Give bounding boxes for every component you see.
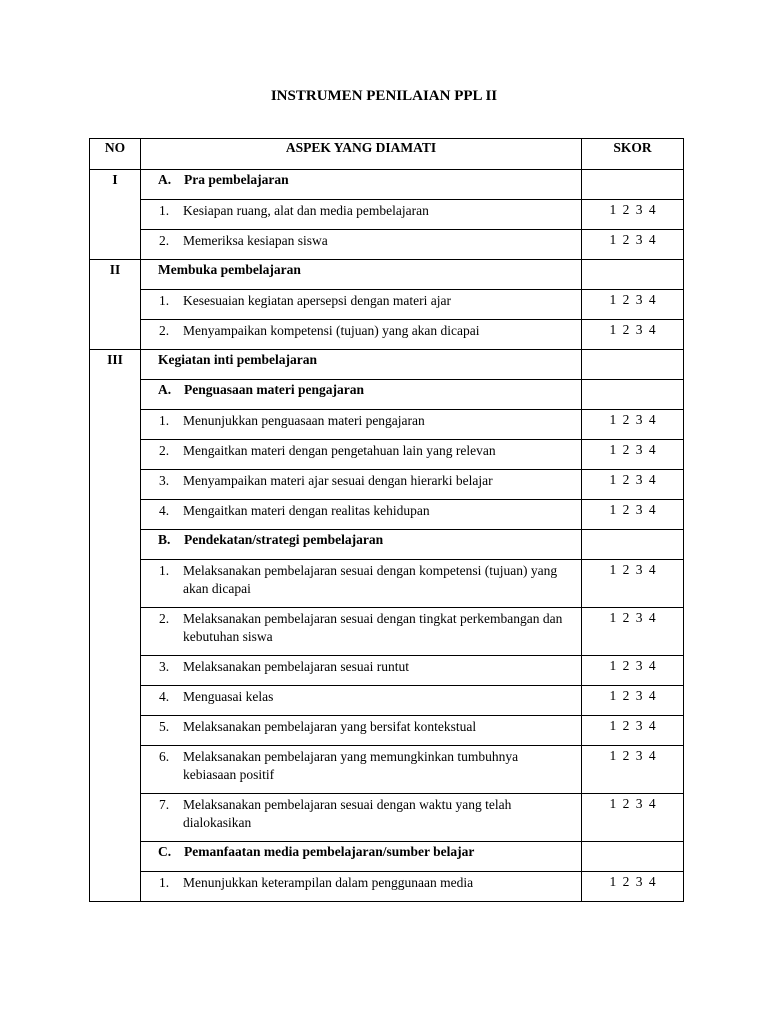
item-text: Melaksanakan pembelajaran sesuai runtut — [183, 659, 410, 674]
aspect-item — [141, 608, 582, 656]
aspect-item-content — [141, 290, 581, 310]
table-row — [90, 656, 684, 686]
heading-text: Membuka pembelajaran — [158, 262, 301, 277]
heading-text: Pemanfaatan media pembelajaran/sumber belajar — [184, 844, 475, 859]
item-number: 2. — [159, 611, 170, 626]
aspect-item — [141, 746, 582, 794]
aspect-item — [141, 230, 582, 260]
heading-letter: C. — [158, 844, 172, 859]
score-options: 1 2 3 4 — [582, 560, 684, 608]
score-options: 1 2 3 4 — [582, 320, 684, 350]
aspect-item-content — [141, 872, 581, 892]
subsection-heading — [141, 530, 582, 560]
aspect-item — [141, 410, 582, 440]
score-empty — [582, 530, 684, 560]
aspect-item-content — [141, 560, 581, 598]
aspect-item-content — [141, 686, 581, 706]
table-row — [90, 530, 684, 560]
score-empty — [582, 170, 684, 200]
section-heading — [141, 260, 582, 290]
item-text: Menyampaikan materi ajar sesuai dengan hierarki belajar — [183, 473, 493, 488]
score-options: 1 2 3 4 — [582, 290, 684, 320]
score-empty — [582, 380, 684, 410]
item-text: Melaksanakan pembelajaran sesuai dengan waktu yang telah dialokasikan — [183, 797, 512, 830]
section-heading — [141, 350, 582, 380]
aspect-item-content — [141, 410, 581, 430]
aspect-item — [141, 470, 582, 500]
item-text: Kesiapan ruang, alat dan media pembelajaran — [183, 203, 429, 218]
item-text: Menunjukkan keterampilan dalam penggunaan media — [183, 875, 474, 890]
score-empty — [582, 350, 684, 380]
table-row — [90, 794, 684, 842]
table-row — [90, 200, 684, 230]
table-row — [90, 500, 684, 530]
score-options: 1 2 3 4 — [582, 500, 684, 530]
item-text: Melaksanakan pembelajaran sesuai dengan tingkat perkembangan dan kebutuhan siswa — [183, 611, 563, 644]
table-row — [90, 608, 684, 656]
score-options: 1 2 3 4 — [582, 230, 684, 260]
aspect-item — [141, 716, 582, 746]
aspect-item-content — [141, 470, 581, 490]
item-number: 1. — [159, 203, 170, 218]
table-row — [90, 410, 684, 440]
table-row — [90, 686, 684, 716]
score-options: 1 2 3 4 — [582, 608, 684, 656]
item-text: Mengaitkan materi dengan pengetahuan lain yang relevan — [183, 443, 496, 458]
item-number: 1. — [159, 293, 170, 308]
aspect-item — [141, 500, 582, 530]
item-number: 5. — [159, 719, 170, 734]
score-options: 1 2 3 4 — [582, 470, 684, 500]
table-body — [90, 170, 684, 902]
section-number: III — [90, 350, 141, 902]
item-text: Kesesuaian kegiatan apersepsi dengan materi ajar — [183, 293, 452, 308]
heading-text: Pra pembelajaran — [184, 172, 289, 187]
aspect-item-content — [141, 608, 581, 646]
item-number: 6. — [159, 749, 170, 764]
aspect-item-content — [141, 500, 581, 520]
item-number: 2. — [159, 443, 170, 458]
item-number: 4. — [159, 503, 170, 518]
table-row — [90, 872, 684, 902]
aspect-item-content — [141, 794, 581, 832]
score-options: 1 2 3 4 — [582, 200, 684, 230]
table-row — [90, 440, 684, 470]
header-skor: SKOR — [582, 139, 684, 170]
heading-text: Pendekatan/strategi pembelajaran — [184, 532, 384, 547]
subsection-heading — [141, 380, 582, 410]
table-row — [90, 170, 684, 200]
aspect-item-content — [141, 200, 581, 220]
assessment-table — [89, 138, 684, 902]
heading-letter: B. — [158, 532, 171, 547]
subsection-heading — [141, 842, 582, 872]
aspect-item — [141, 290, 582, 320]
item-text: Menguasai kelas — [183, 689, 274, 704]
score-options: 1 2 3 4 — [582, 440, 684, 470]
item-text: Menunjukkan penguasaan materi pengajaran — [183, 413, 425, 428]
score-empty — [582, 842, 684, 872]
aspect-item-content — [141, 656, 581, 676]
table-row — [90, 230, 684, 260]
document-title: INSTRUMEN PENILAIAN PPL II — [270, 88, 498, 104]
score-options: 1 2 3 4 — [582, 794, 684, 842]
table-row — [90, 746, 684, 794]
item-number: 1. — [159, 875, 170, 890]
table-row — [90, 560, 684, 608]
table-row — [90, 716, 684, 746]
section-heading — [141, 170, 582, 200]
table-row — [90, 260, 684, 290]
aspect-item — [141, 560, 582, 608]
section-number: II — [90, 260, 141, 350]
item-number: 2. — [159, 233, 170, 248]
aspect-item — [141, 794, 582, 842]
heading-letter: A. — [158, 172, 172, 187]
table-row — [90, 350, 684, 380]
score-options: 1 2 3 4 — [582, 656, 684, 686]
aspect-item — [141, 200, 582, 230]
aspect-item-content — [141, 320, 581, 340]
table-row — [90, 842, 684, 872]
item-number: 2. — [159, 323, 170, 338]
score-options: 1 2 3 4 — [582, 746, 684, 794]
item-text: Melaksanakan pembelajaran yang bersifat kontekstual — [183, 719, 477, 734]
item-number: 3. — [159, 659, 170, 674]
score-options: 1 2 3 4 — [582, 872, 684, 902]
aspect-item — [141, 872, 582, 902]
aspect-item-content — [141, 746, 581, 784]
score-empty — [582, 260, 684, 290]
aspect-item — [141, 656, 582, 686]
aspect-item — [141, 686, 582, 716]
aspect-item — [141, 320, 582, 350]
score-options: 1 2 3 4 — [582, 686, 684, 716]
item-text: Menyampaikan kompetensi (tujuan) yang akan dicapai — [183, 323, 480, 338]
aspect-item — [141, 440, 582, 470]
section-number: I — [90, 170, 141, 260]
aspect-item-content — [141, 230, 581, 250]
aspect-item-content — [141, 440, 581, 460]
table-row — [90, 290, 684, 320]
item-number: 1. — [159, 563, 170, 578]
table-row — [90, 320, 684, 350]
item-text: Mengaitkan materi dengan realitas kehidupan — [183, 503, 430, 518]
item-number: 7. — [159, 797, 170, 812]
heading-text: Penguasaan materi pengajaran — [184, 382, 364, 397]
item-text: Memeriksa kesiapan siswa — [183, 233, 328, 248]
item-text: Melaksanakan pembelajaran sesuai dengan kompetensi (tujuan) yang akan dicapai — [183, 563, 558, 596]
item-number: 3. — [159, 473, 170, 488]
item-number: 4. — [159, 689, 170, 704]
table-row — [90, 470, 684, 500]
score-options: 1 2 3 4 — [582, 410, 684, 440]
item-number: 1. — [159, 413, 170, 428]
header-aspek: ASPEK YANG DIAMATI — [141, 139, 582, 170]
heading-letter: A. — [158, 382, 172, 397]
table-header-row — [90, 139, 684, 170]
score-options: 1 2 3 4 — [582, 716, 684, 746]
item-text: Melaksanakan pembelajaran yang memungkinkan tumbuhnya kebiasaan positif — [183, 749, 519, 782]
table-row — [90, 380, 684, 410]
header-no: NO — [90, 139, 141, 170]
aspect-item-content — [141, 716, 581, 736]
heading-text: Kegiatan inti pembelajaran — [158, 352, 317, 367]
